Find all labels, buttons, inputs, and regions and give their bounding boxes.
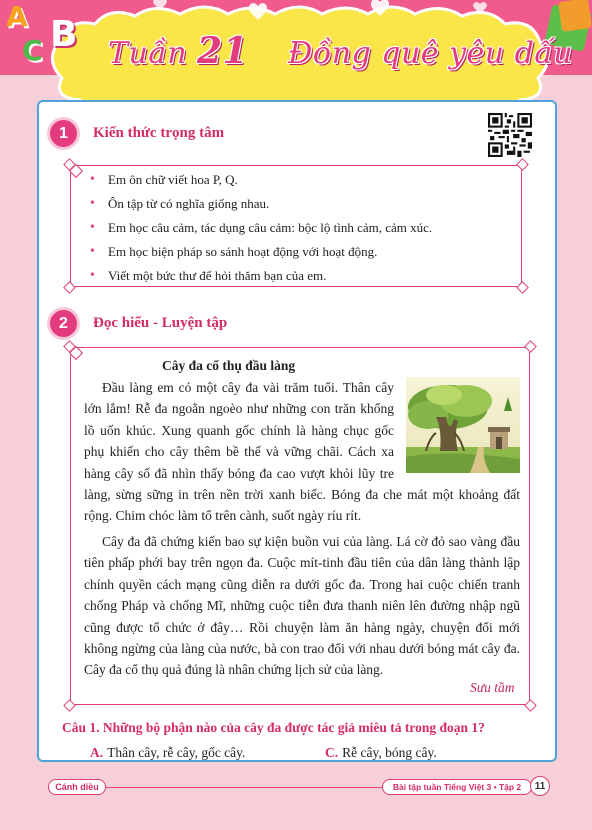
question-1: Câu 1. Những bộ phận nào của cây đa được tác giả miêu tả trong đoạn 1? [62,720,485,735]
list-item: • Em học câu cảm, tác dụng câu cảm: bộc lộ tình cảm, cảm xúc. [108,220,432,236]
answer-option-a[interactable] [90,745,245,761]
section-2-header [50,310,227,337]
list-item: • Ôn tập từ có nghĩa giống nhau. [108,196,269,212]
text-line: cũng được tổ chức ở đây… Rồi chuyện làm ăn hàng ngày, chuyện đổi mới [84,619,520,635]
reading-source: Sưu tầm [470,680,515,695]
section-1-title: Kiến thức trọng tâm [93,125,225,141]
letter-c: C [22,34,43,67]
qr-code-icon[interactable] [488,113,532,157]
week-label: Tuần [108,36,188,71]
list-item: • Em học biện pháp so sánh hoạt động với hoạt động. [108,244,377,260]
week-topic: Đồng quê yêu dấu [288,36,574,71]
reading-paragraph-1 [84,377,520,527]
text-line: Cây đa cổ thụ quả đúng là nhân chứng lịch sử của làng. [84,662,384,678]
answer-option-c[interactable] [325,745,437,761]
footer-divider [106,787,382,788]
reading-title: Cây đa cổ thụ đầu làng [162,358,296,373]
text-line: phụ khiến cho cây thêm bề thế và vững chãi. Cách xa [84,444,394,460]
book-title-badge: Bài tập tuần Tiếng Việt 3 • Tập 2 [382,779,532,795]
text-line: tiên phấp phới bay trên ngọn đa. Cuộc mít-tinh đầu tiên của dân làng thành lập [84,555,520,571]
section-2-title: Đọc hiểu - Luyện tập [93,315,228,331]
text-line: Cây đa đã chứng kiến bao sự kiện buồn vui của làng. Lá cờ đỏ sao vàng đầu [102,534,520,549]
answer-label: C. [325,745,339,760]
reading-paragraph-2 [84,531,520,681]
list-item: • Viết một bức thư để hỏi thăm bạn của em. [108,268,326,284]
page-number: 11 [530,776,550,796]
section-1-number: 1 [50,120,77,147]
list-item: • Em ôn chữ viết hoa P, Q. [108,172,238,188]
section-1-header [50,120,224,147]
text-line: làng, sừng sững in trên nền trời xanh biếc. Bóng đa che mát một khoảng đất [84,487,520,503]
answer-text: Thân cây, rễ cây, gốc cây. [107,745,246,760]
publisher-badge: Cánh diều [48,779,106,795]
text-line: không ngừng của làng của nước, bà con trao đổi với nhau dưới bóng mát cây đa. [84,641,520,657]
letter-b: B [50,14,78,55]
text-line: chính quyền cách mạng cũng diễn ra dưới gốc đa. Trong hai cuộc chiến tranh [84,576,520,592]
text-line: chống Pháp và chống Mĩ, những cuộc tiễn đưa thanh niên lên đường nhập ngũ [84,598,520,614]
text-line: rộng. Chim chóc làm tổ trên cành, suốt ngày ríu rít. [84,508,362,524]
text-line: Đầu làng em có một cây đa vài trăm tuổi. Thân cây [102,380,394,395]
text-line: lớn lắm! Rễ đa ngoằn ngoèo như những con trăn khổng [84,401,394,417]
answer-label: A. [90,745,104,760]
letter-a: A [6,0,28,33]
week-number: 21 [197,30,249,72]
page-title [108,30,574,72]
answer-text: Rễ cây, bóng cây. [342,745,437,760]
text-line: hàng cây số đã nhìn thấy bóng đa cao vượt khỏi lũy tre [84,465,394,481]
text-line: lồ uốn khúc. Xung quanh gốc chính là hàng chục gốc [84,422,394,438]
section-2-number: 2 [50,310,77,337]
